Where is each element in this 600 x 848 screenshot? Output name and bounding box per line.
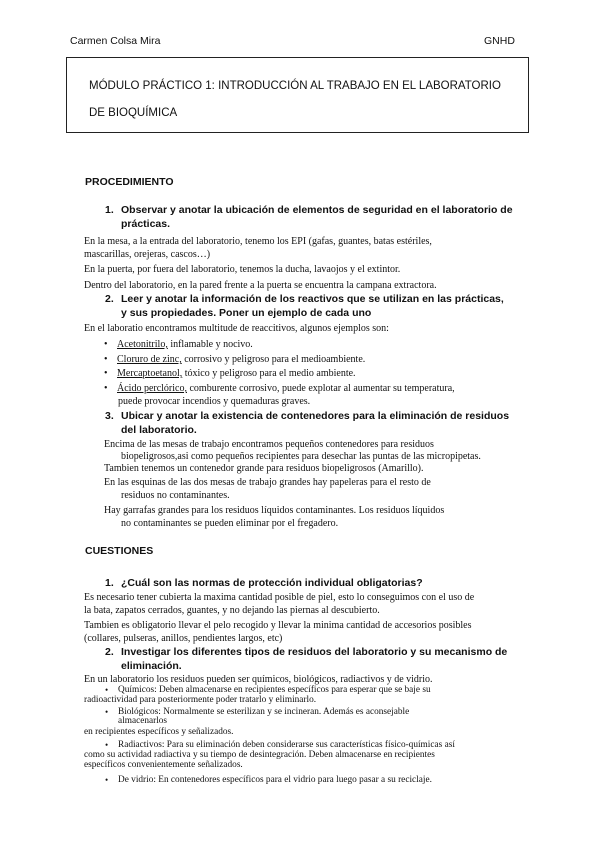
list-item-text: De vidrio: En contenedores específicos para el vidrio para luego pasar a su reciclaje. — [118, 775, 432, 785]
cuestiones-question-1 — [105, 576, 525, 590]
bullet-icon: • — [105, 775, 109, 785]
paragraph: Tambien tenemos un contenedor grande para residuos biopeligrosos (Amarillo). — [104, 463, 424, 474]
list-item-continuation: puede provocar incendios y quemaduras graves. — [118, 396, 311, 407]
list-item-continuation: específicos convenientemente señalizados. — [84, 760, 243, 770]
section-heading-cuestiones: CUESTIONES — [85, 545, 154, 557]
question-number: 2. — [105, 293, 114, 305]
bullet-icon: • — [104, 368, 108, 379]
paragraph: En las esquinas de las dos mesas de trabajo grandes hay papeleras para el resto de — [104, 477, 431, 488]
list-item — [104, 383, 455, 396]
procedimiento-question-2 — [105, 292, 525, 320]
document-code: GNHD — [484, 35, 515, 47]
bullet-icon: • — [104, 339, 108, 350]
title-line-1: MÓDULO PRÁCTICO 1: INTRODUCCIÓN AL TRABAJO EN EL LABORATORIO — [89, 80, 501, 92]
list-item — [104, 354, 365, 367]
bullet-icon: • — [104, 383, 108, 394]
reagent-name: Cloruro de zinc, — [117, 354, 182, 365]
list-item-continuation: en recipientes específicos y señalizados. — [84, 727, 234, 737]
procedimiento-question-3 — [105, 409, 525, 437]
section-heading-procedimiento: PROCEDIMIENTO — [85, 176, 174, 188]
paragraph: la bata, zapatos cerrados, guantes, y no dejando las piernas al descubierto. — [84, 605, 380, 616]
question-line-1: ¿Cuál son las normas de protección individual obligatorias? — [121, 577, 423, 589]
reagent-desc: tóxico y peligroso para el medio ambiente. — [182, 368, 356, 379]
question-line-2: y sus propiedades. Poner un ejemplo de cada uno — [121, 307, 372, 319]
paragraph: En un laboratorio los residuos pueden ser químicos, biológicos, radiactivos y de vidrio. — [84, 674, 433, 685]
cuestiones-question-2 — [105, 645, 525, 673]
list-item-text: Químicos: Deben almacenarse en recipientes específicos para esperar que se baje su — [118, 685, 431, 695]
question-line-2: prácticas. — [121, 218, 171, 230]
paragraph: mascarillas, orejeras, cascos…) — [84, 249, 211, 260]
list-item — [105, 775, 432, 786]
question-line-1: Investigar los diferentes tipos de residuos del laboratorio y su mecanismo de — [121, 646, 508, 658]
list-item-text: Radiactivos: Para su eliminación deben considerarse sus características físico-químicas así — [118, 740, 455, 750]
reagent-name: Acetonitrilo, — [117, 339, 168, 350]
paragraph: (collares, pulseras, anillos, pendientes largos, etc) — [84, 633, 283, 644]
question-number: 3. — [105, 410, 114, 422]
question-line-2: del laboratorio. — [121, 424, 197, 436]
reagent-name: Mercaptoetanol, — [117, 368, 183, 379]
list-item — [104, 368, 356, 381]
question-number: 1. — [105, 577, 114, 589]
question-line-1: Leer y anotar la información de los reactivos que se utilizan en las prácticas, — [121, 293, 504, 305]
paragraph: biopeligrosos,asi como pequeños recipientes para desechar las puntas de las micropipetas. — [121, 451, 481, 462]
list-item-continuation: almacenarlos — [118, 716, 168, 726]
paragraph: En la puerta, por fuera del laboratorio, tenemos la ducha, lavaojos y el extintor. — [84, 264, 401, 275]
reagent-desc: inflamable y nocivo. — [167, 339, 253, 350]
paragraph: residuos no contaminantes. — [121, 490, 230, 501]
list-item — [104, 339, 253, 352]
paragraph: En la mesa, a la entrada del laboratorio, tenemo los EPI (gafas, guantes, batas estériles, — [84, 236, 432, 247]
list-item-continuation: como su actividad radiactiva y su tiempo de desintegración. Deben almacenarse en recipientes — [84, 750, 435, 760]
question-number: 2. — [105, 646, 114, 658]
reagent-desc: corrosivo y peligroso para el medioambiente. — [181, 354, 366, 365]
paragraph: Hay garrafas grandes para los residuos líquidos contaminantes. Los residuos líquidos — [104, 505, 445, 516]
paragraph: Es necesario tener cubierta la maxima cantidad posible de piel, esto lo conseguimos con el uso de — [84, 592, 475, 603]
paragraph: Dentro del laboratorio, en la pared frente a la puerta se encuentra la campana extractora. — [84, 280, 437, 291]
bullet-icon: • — [105, 740, 109, 750]
paragraph: no contaminantes se pueden eliminar por el fregadero. — [121, 518, 339, 529]
paragraph: Tambien es obligatorio llevar el pelo recogido y llevar la minima cantidad de accesorios posibles — [84, 620, 472, 631]
reagent-desc: comburente corrosivo, puede explotar al aumentar su temperatura, — [186, 383, 455, 394]
author-name: Carmen Colsa Mira — [70, 35, 161, 47]
reagent-name: Ácido perclórico, — [117, 383, 187, 394]
title-line-2: DE BIOQUÍMICA — [89, 107, 178, 119]
question-line-2: eliminación. — [121, 660, 182, 672]
paragraph: Encima de las mesas de trabajo encontramos pequeños contenedores para residuos — [104, 439, 434, 450]
bullet-icon: • — [105, 707, 109, 717]
bullet-icon: • — [104, 354, 108, 365]
question-number: 1. — [105, 204, 114, 216]
paragraph: En el laboratio encontramos multitude de reaccitivos, algunos ejemplos son: — [84, 323, 389, 334]
list-item-text: Biológicos: Normalmente se esterilizan y se incineran. Además es aconsejable — [118, 707, 410, 717]
title-box — [66, 57, 529, 133]
bullet-icon: • — [105, 685, 109, 695]
list-item-continuation: radioactividad para posteriormente poder tratarlo y eliminarlo. — [84, 695, 317, 705]
question-line-1: Ubicar y anotar la existencia de contenedores para la eliminación de residuos — [121, 410, 510, 422]
question-line-1: Observar y anotar la ubicación de elementos de seguridad en el laboratorio de — [121, 204, 513, 216]
procedimiento-question-1 — [105, 203, 525, 231]
